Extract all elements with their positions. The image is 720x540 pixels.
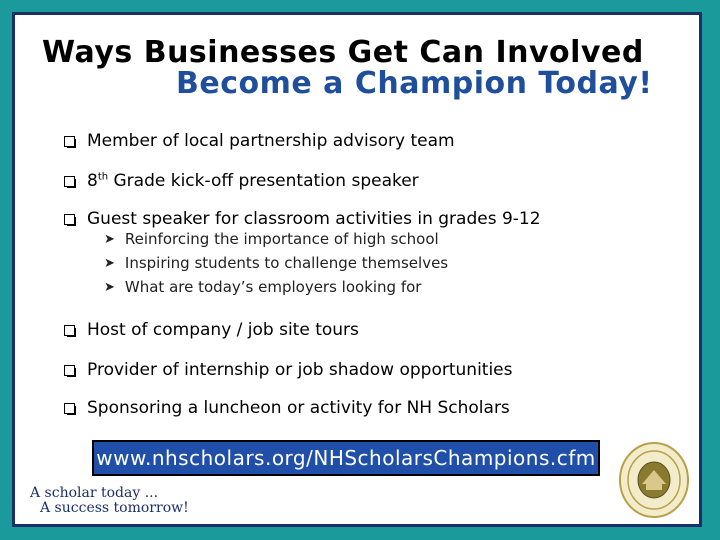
- checkbox-bullet-icon: [64, 176, 75, 187]
- bullet-text: Host of company / job site tours: [87, 320, 359, 340]
- bullet-item: [64, 131, 455, 151]
- arrow-bullet-icon: ➤: [104, 231, 115, 247]
- bullet-text: Guest speaker for classroom activities in grades 9-12: [87, 209, 541, 229]
- bullet-text: Sponsoring a luncheon or activity for NH Scholars: [87, 398, 510, 418]
- checkbox-bullet-icon: [64, 365, 75, 376]
- bullet-item: [64, 320, 359, 340]
- checkbox-bullet-icon: [64, 136, 75, 147]
- bullet-text: 8th Grade kick-off presentation speaker: [87, 171, 419, 191]
- checkbox-bullet-icon: [64, 325, 75, 336]
- bullet-text: Provider of internship or job shadow opportunities: [87, 360, 513, 380]
- champions-url-link[interactable]: www.nhscholars.org/NHScholarsChampions.cfm: [92, 440, 600, 476]
- checkbox-bullet-icon: [64, 403, 75, 414]
- bullet-item: [64, 398, 510, 418]
- sub-bullet-text: Inspiring students to challenge themselves: [124, 254, 449, 272]
- bullet-text: Member of local partnership advisory team: [87, 131, 455, 151]
- sub-bullet-text: Reinforcing the importance of high school: [124, 230, 439, 248]
- tagline-line-2: A success tomorrow!: [40, 500, 189, 516]
- title-line-2: Become a Champion Today!: [176, 66, 653, 101]
- tagline-line-1: A scholar today ...: [30, 485, 159, 501]
- bullet-item: [64, 209, 541, 229]
- arrow-bullet-icon: ➤: [104, 279, 115, 295]
- sub-bullet-item: [104, 254, 448, 272]
- bullet-item: [64, 171, 419, 191]
- title-line-1: Ways Businesses Get Can Involved: [42, 35, 644, 70]
- nh-scholars-seal-logo: [618, 440, 690, 520]
- sub-bullet-item: [104, 230, 439, 248]
- arrow-bullet-icon: ➤: [104, 255, 115, 271]
- sub-bullet-item: [104, 278, 421, 296]
- checkbox-bullet-icon: [64, 214, 75, 225]
- sub-bullet-text: What are today’s employers looking for: [124, 278, 422, 296]
- bullet-item: [64, 360, 513, 380]
